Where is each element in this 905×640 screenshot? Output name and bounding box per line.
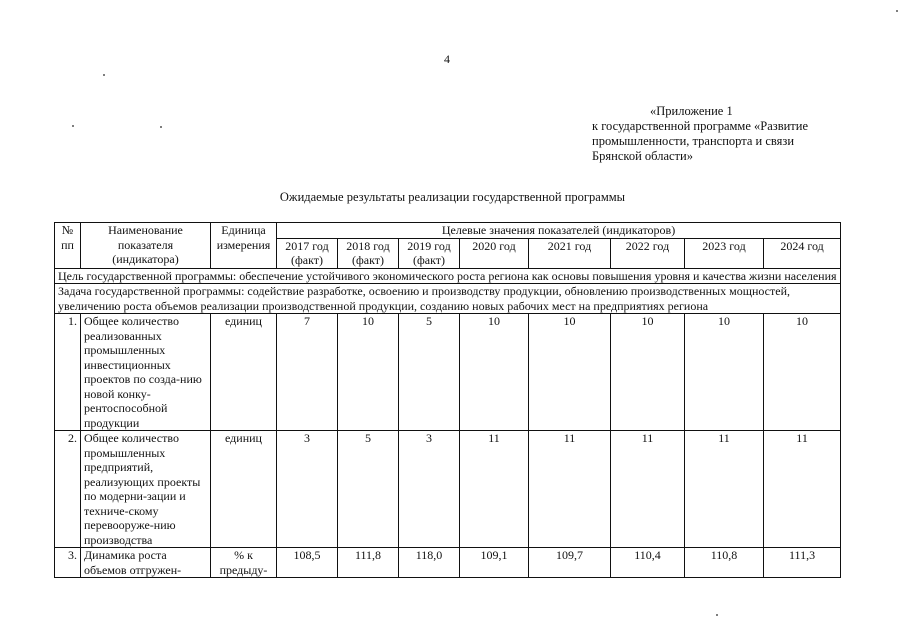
- row-value: 110,4: [611, 548, 685, 578]
- document-title: Ожидаемые результаты реализации государственной программы: [279, 190, 626, 204]
- row-value: 5: [399, 314, 460, 431]
- goal-text: Цель государственной программы: обеспечение устойчивого экономического роста региона как основы повышения уровня и качества жизни населения: [55, 268, 841, 284]
- row-value: 108,5: [277, 548, 338, 578]
- scan-speck: [716, 614, 718, 616]
- appendix-line-4: Брянской области»: [592, 149, 693, 163]
- row-value: 10: [611, 314, 685, 431]
- table-row: [55, 548, 841, 578]
- page-number: 4: [444, 52, 450, 66]
- row-value: 7: [277, 314, 338, 431]
- header-year: 2018 год (факт): [338, 238, 399, 268]
- header-year: 2022 год: [611, 238, 685, 268]
- row-value: 10: [685, 314, 764, 431]
- row-num: 2.: [55, 431, 81, 548]
- row-value: 10: [529, 314, 611, 431]
- row-name: Общее количество промышленных предприятий, реализующих проекты по модерни-зации и техниче-скому перевооруже-нию производства: [81, 431, 211, 548]
- results-table: [54, 222, 841, 578]
- row-num: 3.: [55, 548, 81, 578]
- row-num: 1.: [55, 314, 81, 431]
- scan-speck: [72, 125, 74, 127]
- row-value: 10: [338, 314, 399, 431]
- row-unit: единиц: [211, 431, 277, 548]
- header-year: 2019 год (факт): [399, 238, 460, 268]
- task-text: Задача государственной программы: содействие разработке, освоению и производству продукции, обновлению производственных мощностей, увеличению роста объемов реализации производственной продукции, созданию новых рабочих мест на предприятиях региона: [55, 284, 841, 314]
- header-row-1: [55, 223, 841, 239]
- scan-speck: [896, 10, 898, 12]
- row-value: 10: [764, 314, 841, 431]
- header-name: Наименование показателя (индикатора): [81, 223, 211, 269]
- header-unit: Единица измерения: [211, 223, 277, 269]
- header-num: № пп: [55, 223, 81, 269]
- row-value: 11: [529, 431, 611, 548]
- row-value: 11: [764, 431, 841, 548]
- row-value: 11: [611, 431, 685, 548]
- table-row: [55, 314, 841, 431]
- header-year: 2021 год: [529, 238, 611, 268]
- row-value: 10: [460, 314, 529, 431]
- header-targets: Целевые значения показателей (индикаторов): [277, 223, 841, 239]
- task-row: [55, 284, 841, 314]
- row-value: 3: [277, 431, 338, 548]
- appendix-line-1: «Приложение 1: [650, 104, 733, 118]
- header-year: 2017 год (факт): [277, 238, 338, 268]
- row-unit: % к предыду-: [211, 548, 277, 578]
- row-name: Динамика роста объемов отгружен-: [81, 548, 211, 578]
- header-year: 2024 год: [764, 238, 841, 268]
- row-value: 5: [338, 431, 399, 548]
- header-year: 2023 год: [685, 238, 764, 268]
- scan-speck: [103, 74, 105, 76]
- row-unit: единиц: [211, 314, 277, 431]
- row-value: 109,1: [460, 548, 529, 578]
- row-name: Общее количество реализованных промышленных инвестиционных проектов по созда-нию новой конку-рентоспособной продукции: [81, 314, 211, 431]
- table-row: [55, 431, 841, 548]
- row-value: 109,7: [529, 548, 611, 578]
- row-value: 11: [685, 431, 764, 548]
- row-value: 118,0: [399, 548, 460, 578]
- scan-speck: [160, 126, 162, 128]
- row-value: 111,8: [338, 548, 399, 578]
- row-value: 11: [460, 431, 529, 548]
- row-value: 110,8: [685, 548, 764, 578]
- row-value: 111,3: [764, 548, 841, 578]
- appendix-line-2: к государственной программе «Развитие: [592, 119, 808, 133]
- appendix-line-3: промышленности, транспорта и связи: [592, 134, 795, 148]
- goal-row: [55, 268, 841, 284]
- row-value: 3: [399, 431, 460, 548]
- header-year: 2020 год: [460, 238, 529, 268]
- appendix-header: [592, 104, 842, 164]
